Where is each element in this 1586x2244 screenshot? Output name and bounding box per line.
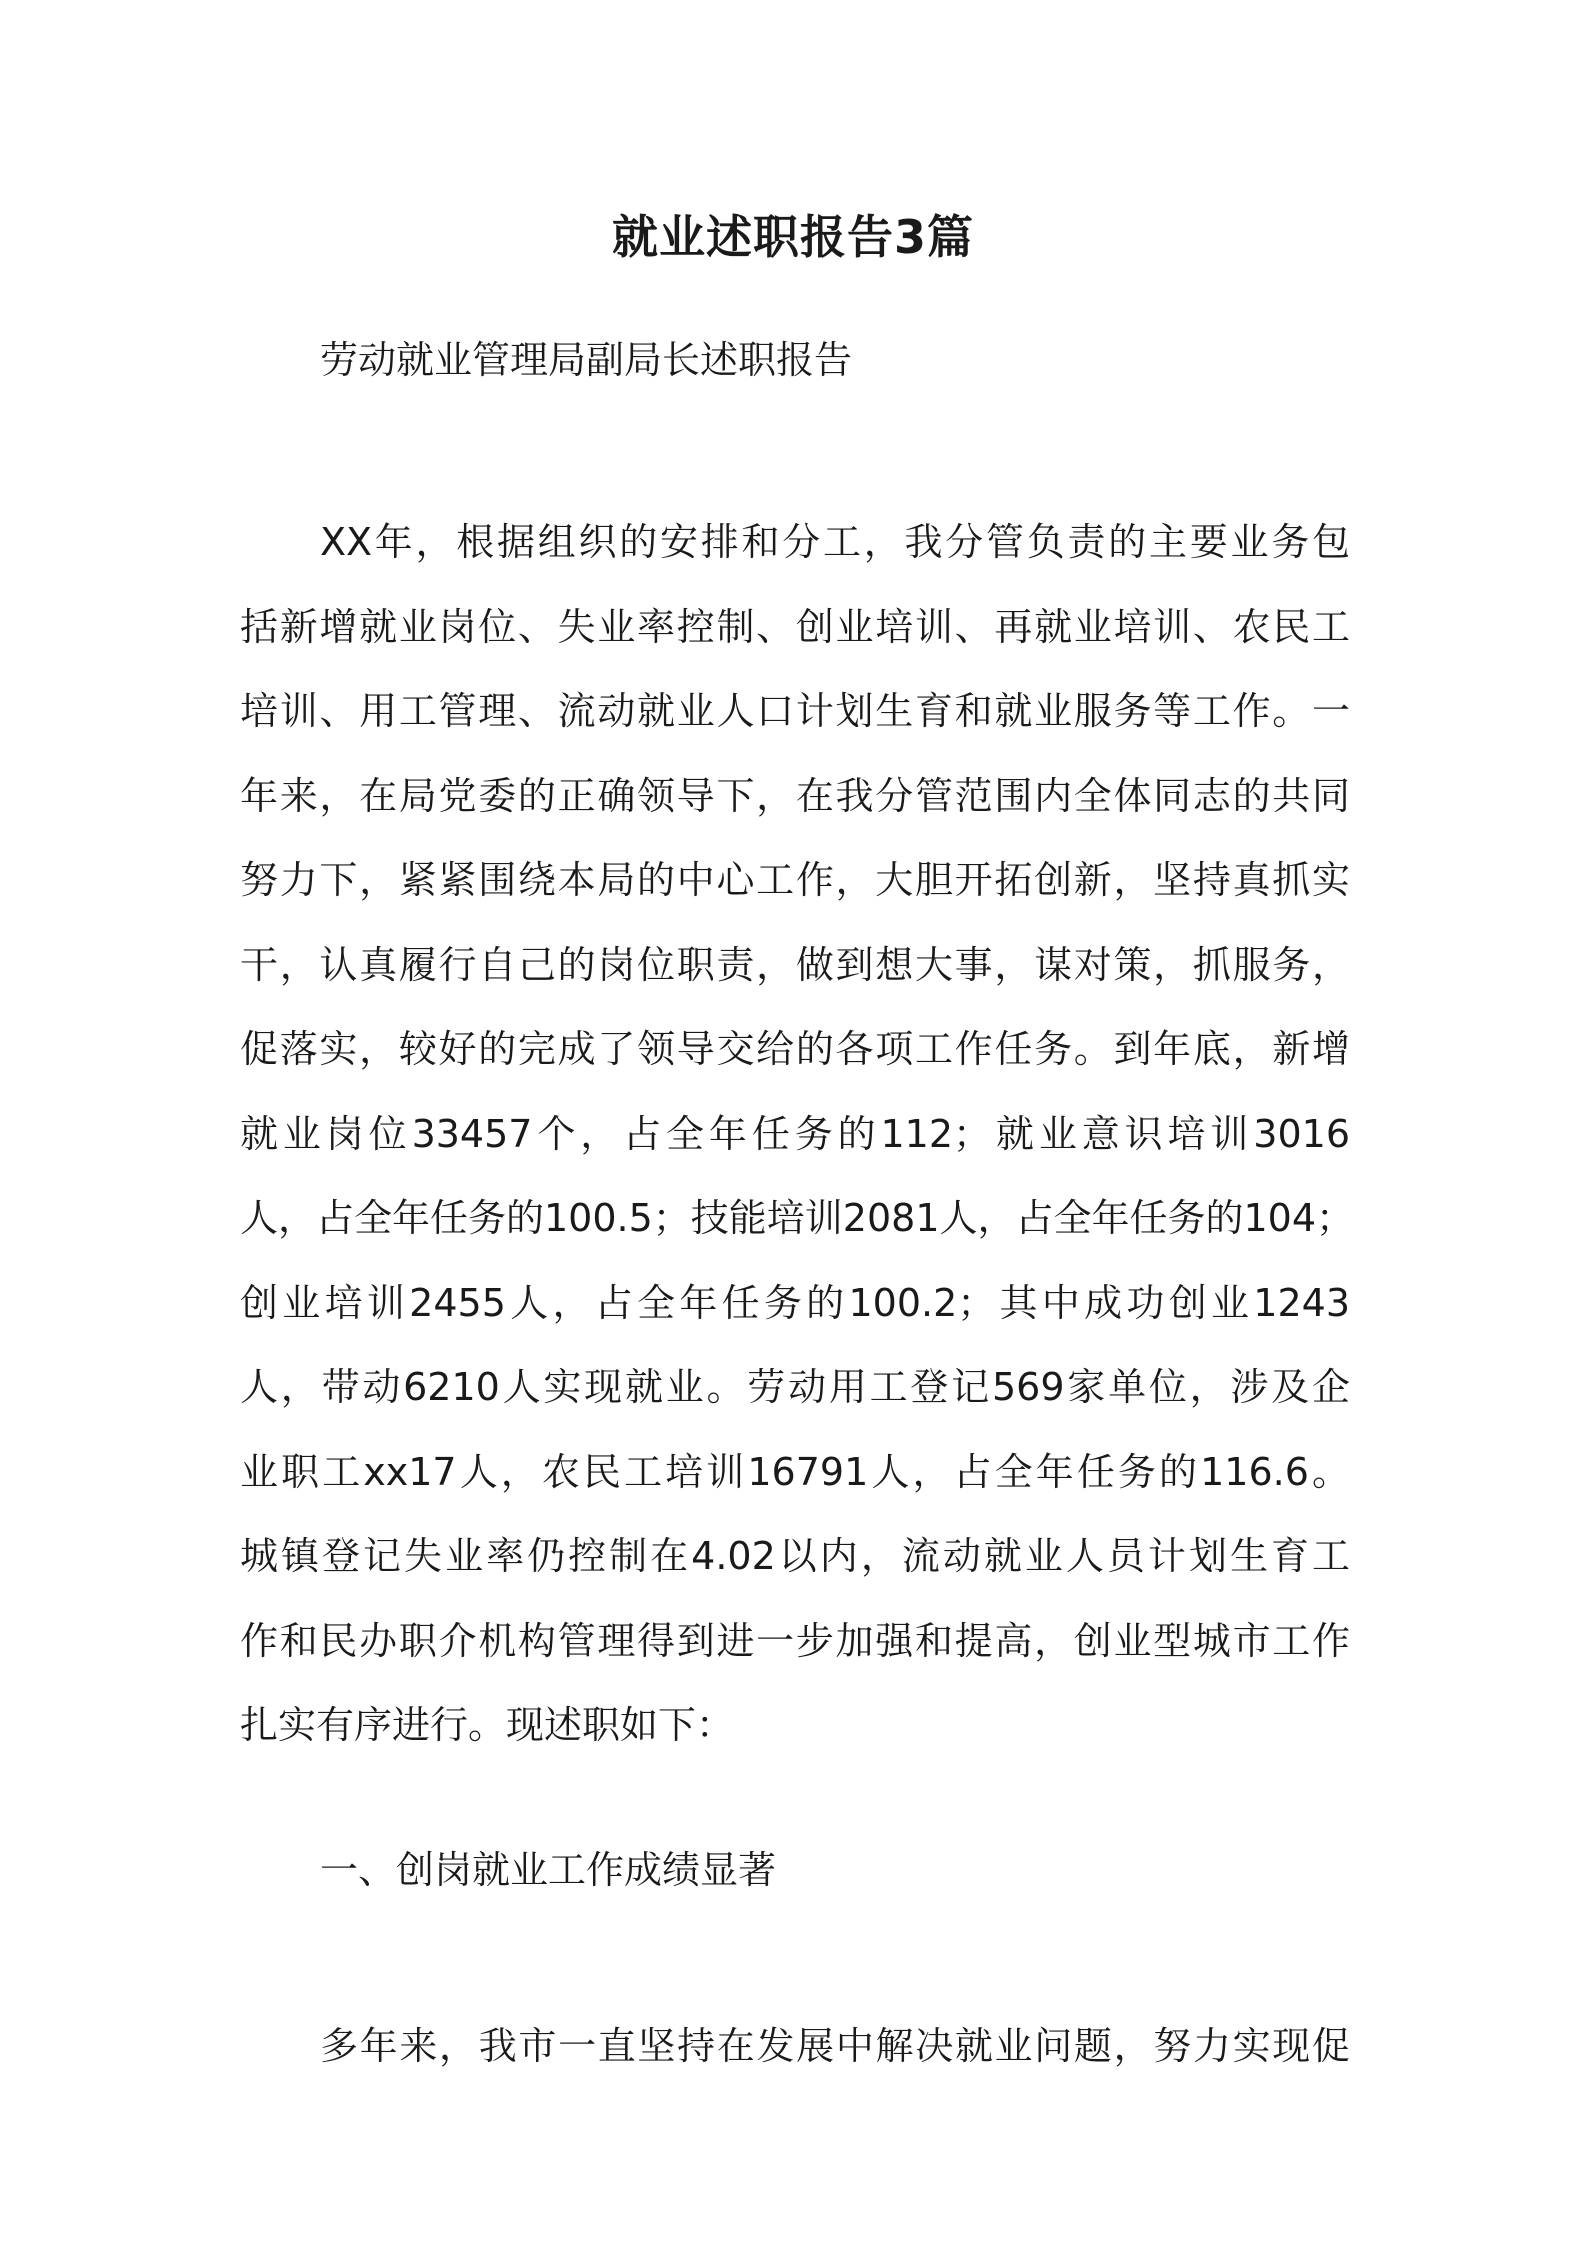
paragraph-line: 创业培训2455人，占全年任务的100.2；其中成功创业1243 — [240, 1280, 1350, 1325]
paragraph-line: 城镇登记失业率仍控制在4.02以内，流动就业人员计划生育工 — [240, 1534, 1350, 1578]
body-paragraph — [240, 500, 1355, 1768]
paragraph-line: 多年来，我市一直坚持在发展中解决就业问题，努力实现促 — [320, 2024, 1350, 2068]
paragraph-line: 促落实，较好的完成了领导交给的各项工作任务。到年底，新增 — [240, 1027, 1350, 1071]
report-subtitle: 劳动就业管理局副局长述职报告 — [320, 338, 853, 382]
paragraph-line: 人，占全年任务的100.5；技能培训2081人，占全年任务的104； — [240, 1196, 1355, 1240]
paragraph-line: 括新增就业岗位、失业率控制、创业培训、再就业培训、农民工 — [240, 604, 1350, 649]
paragraph-line: 干，认真履行自己的岗位职责，做到想大事，谋对策，抓服务， — [240, 942, 1350, 987]
paragraph-line: 培训、用工管理、流动就业人口计划生育和就业服务等工作。一 — [240, 689, 1350, 733]
paragraph-line: 人，带动6210人实现就业。劳动用工登记569家单位，涉及企 — [240, 1365, 1350, 1409]
paragraph-line: 年来，在局党委的正确领导下，在我分管范围内全体同志的共同 — [240, 773, 1350, 818]
paragraph-line: XX年，根据组织的安排和分工，我分管负责的主要业务包 — [320, 520, 1350, 564]
document-title: 就业述职报告3篇 — [611, 210, 974, 264]
body-paragraph-2 — [240, 2004, 1350, 2089]
paragraph-line: 业职工xx17人，农民工培训16791人，占全年任务的116.6。 — [240, 1449, 1350, 1494]
paragraph-line: 努力下，紧紧围绕本局的中心工作，大胆开拓创新，坚持真抓实 — [240, 858, 1350, 902]
paragraph-line: 扎实有序进行。现述职如下： — [240, 1703, 735, 1747]
section-heading: 一、创岗就业工作成绩显著 — [320, 1848, 777, 1892]
paragraph-line: 就业岗位33457个，占全年任务的112；就业意识培训3016 — [240, 1111, 1350, 1156]
paragraph-line: 作和民办职介机构管理得到进一步加强和提高，创业型城市工作 — [240, 1618, 1350, 1663]
